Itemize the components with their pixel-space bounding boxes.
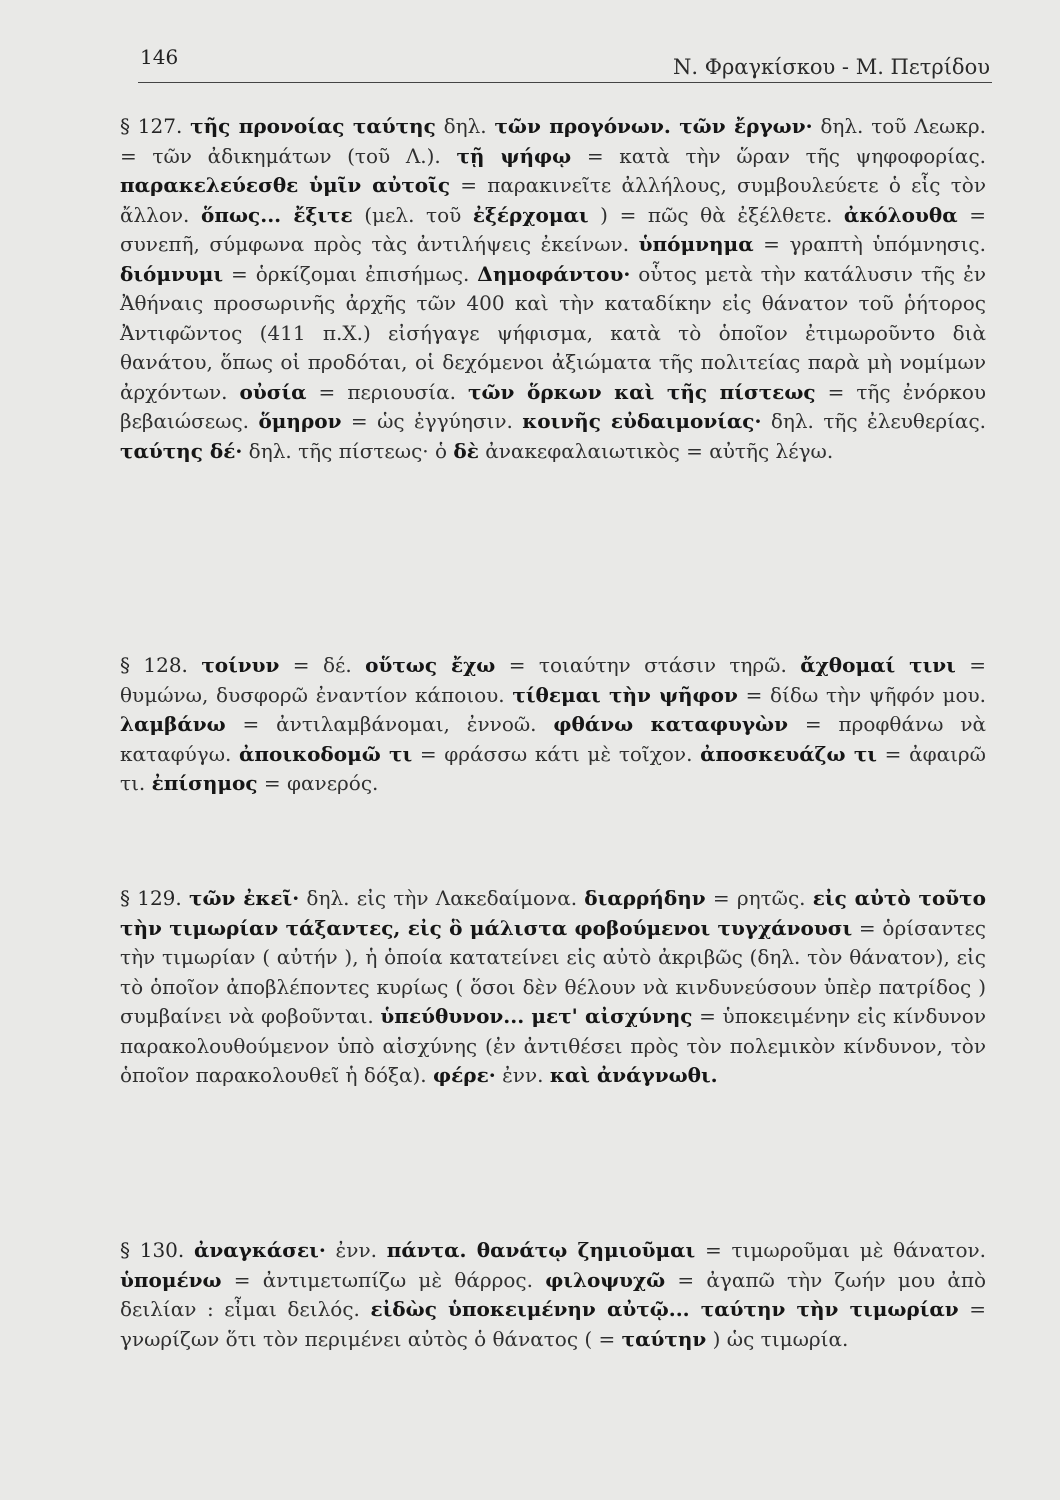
gloss-text: ἀνακεφαλαιωτικὸς = αὐτῆς λέγω. xyxy=(478,438,834,463)
lemma-term: ἀκόλουθα xyxy=(843,202,958,227)
lemma-term: ὑπόμνημα xyxy=(638,232,754,256)
lemma-term: ἐξέρχομαι xyxy=(472,202,589,227)
gloss-text: ἐνν. xyxy=(495,1063,550,1087)
gloss-text: δηλ. εἰς τὴν Λακεδαίμονα. xyxy=(299,886,585,910)
gloss-text: = τῆς ἐνόρκου βεβαιώσεως. xyxy=(120,379,987,433)
lemma-term: τῆς προνοίας ταύτης xyxy=(190,114,436,138)
lemma-term: οὐσία xyxy=(239,379,307,404)
lemma-term: ἀποικοδομῶ τι xyxy=(239,741,413,766)
gloss-text: οὗτος μετὰ τὴν κατάλυσιν τῆς ἐν Ἀθήναις προσωρινῆς ἀρχῆς τῶν 400 καὶ τὴν καταδίκην εἰς θάνατον τοῦ ῥήτορος Ἀντιφῶντος (411 π.Χ.) εἰσήγαγε ψήφισμα, κατὰ τὸ ὁποῖον ἐτιμωροῦντο διὰ θανάτου, ὅπως οἱ προδόται, οἱ δεχόμενοι ἀξιώματα τῆς πολιτείας παρὰ μὴ νομίμων ἀρχόντων. xyxy=(120,261,986,404)
gloss-text: (μελ. τοῦ xyxy=(352,202,473,227)
gloss-text: = ἀφαιρῶ τι. xyxy=(120,741,986,795)
gloss-text: ) = πῶς θὰ ἐξέλθετε. xyxy=(588,202,844,227)
gloss-text: = ὡς ἐγγύησιν. xyxy=(341,409,523,433)
paragraph-130 xyxy=(120,1236,986,1354)
lemma-term: ὅπως... ἔξιτε xyxy=(201,202,353,227)
section-marker: § 129. xyxy=(120,886,190,910)
gloss-text: = φανερός. xyxy=(257,771,379,795)
lemma-term: ὅμηρον xyxy=(258,409,342,433)
paragraph-128 xyxy=(120,651,986,799)
gloss-text: = κατὰ τὴν ὥραν τῆς ψηφοφορίας. xyxy=(571,143,986,168)
lemma-term: παρακελεύεσθε ὑμῖν αὐτοῖς xyxy=(120,173,451,197)
lemma-term: φιλοψυχῶ xyxy=(545,1267,666,1292)
lemma-term: ταύτης δέ· xyxy=(120,438,243,463)
lemma-term: διόμνυμι xyxy=(120,261,224,286)
paragraph-127 xyxy=(120,112,986,466)
lemma-term: κοινῆς εὐδαιμονίας· xyxy=(522,409,762,433)
lemma-term: πάντα. θανάτῳ ζημιοῦμαι xyxy=(386,1238,696,1262)
gloss-text: δηλ. τοῦ Λεωκρ. = τῶν ἀδικημάτων (τοῦ Λ.). xyxy=(120,114,987,168)
gloss-text: = θυμώνω, δυσφορῶ ἐναντίον κάποιου. xyxy=(120,653,986,707)
gloss-text: = ἀγαπῶ τὴν ζωήν μου ἀπὸ δειλίαν : εἶμαι δειλός. xyxy=(120,1267,987,1321)
lemma-term: οὕτως ἔχω xyxy=(365,653,496,677)
lemma-term: Δημοφάντου· xyxy=(477,261,631,286)
gloss-text: = δέ. xyxy=(279,653,366,677)
gloss-text: δηλ. τῆς πίστεως· ὁ xyxy=(242,438,454,463)
gloss-text: = ἀντιλαμβάνομαι, ἐννοῶ. xyxy=(225,712,554,736)
lemma-term: ταύτην xyxy=(621,1326,707,1351)
lemma-term: ὑπεύθυνον... μετ' αἰσχύνης xyxy=(380,1004,693,1028)
gloss-text: = τοιαύτην στάσιν τηρῶ. xyxy=(495,653,801,677)
lemma-term: τῇ ψήφῳ xyxy=(456,143,572,168)
gloss-text: = ρητῶς. xyxy=(705,886,813,910)
lemma-term: τοίνυν xyxy=(201,653,280,677)
gloss-text: = γνωρίζων ὅτι τὸν περιμένει αὐτὸς ὁ θάνατος ( = xyxy=(120,1297,986,1351)
lemma-term: τῶν ἐκεῖ· xyxy=(189,886,300,910)
gloss-text: ) ὡς τιμωρία. xyxy=(706,1326,849,1351)
section-marker: § 128. xyxy=(120,653,202,677)
gloss-text: = παρακινεῖτε ἀλλήλους, συμβουλεύετε ὁ εἷς τὸν ἄλλον. xyxy=(120,173,987,227)
gloss-text: = ὑποκειμένην εἰς κίνδυνον παρακολουθούμενον ὑπὸ αἰσχύνης (ἐν ἀντιθέσει πρὸς τὸν πολεμικὸν κίνδυνον, τὸν ὁποῖον παρακολουθεῖ ἡ δόξα). xyxy=(120,1004,986,1087)
gloss-text: = ὁρίσαντες τὴν τιμωρίαν ( αὐτήν ), ἡ ὁποία κατατείνει εἰς αὐτὸ ἀκριβῶς (δηλ. τὸν θάνατον), εἰς τὸ ὁποῖον ἀποβλέποντες κυρίως ( ὅσοι δὲν θέλουν νὰ κινδυνεύσουν ὑπὲρ πατρίδος ) συμβαίνει νὰ φοβοῦνται. xyxy=(120,915,987,1028)
lemma-term: τίθεμαι τὴν ψῆφον xyxy=(512,682,738,707)
gloss-text: = φράσσω κάτι μὲ τοῖχον. xyxy=(412,741,701,766)
lemma-term: τῶν προγόνων. τῶν ἔργων· xyxy=(494,114,813,138)
lemma-term: τῶν ὅρκων καὶ τῆς πίστεως xyxy=(468,379,816,404)
lemma-term: διαρρήδην xyxy=(584,886,706,910)
gloss-text: δηλ. τῆς ἐλευθερίας. xyxy=(761,409,986,433)
running-header-authors: Ν. Φραγκίσκου - Μ. Πετρίδου xyxy=(673,55,990,79)
section-marker: § 130. xyxy=(120,1238,195,1262)
lemma-term: λαμβάνω xyxy=(120,712,226,736)
lemma-term: ἐπίσημος xyxy=(151,771,258,795)
header-rule xyxy=(138,82,992,83)
lemma-term: ἄχθομαί τινι xyxy=(800,653,956,677)
gloss-text: = ἀντιμετωπίζω μὲ θάρρος. xyxy=(221,1267,546,1292)
lemma-term: δὲ xyxy=(453,438,479,463)
lemma-term: ἀποσκευάζω τι xyxy=(700,741,877,766)
gloss-text: = δίδω τὴν ψῆφόν μου. xyxy=(737,682,986,707)
lemma-term: καὶ ἀνάγνωθι. xyxy=(549,1063,718,1087)
lemma-term: ὑπομένω xyxy=(120,1267,222,1292)
paragraph-129 xyxy=(120,884,986,1091)
gloss-text: = συνεπῆ, σύμφωνα πρὸς τὰς ἀντιλήψεις ἐκείνων. xyxy=(120,202,986,256)
gloss-text: = γραπτὴ ὑπόμνησις. xyxy=(753,232,986,256)
lemma-term: ἀναγκάσει· xyxy=(194,1238,326,1262)
gloss-text: ἐνν. xyxy=(325,1238,387,1262)
page-number: 146 xyxy=(140,45,179,69)
lemma-term: φθάνω καταφυγὼν xyxy=(553,712,788,736)
lemma-term: εἰδὼς ὑποκειμένην αὐτῷ... ταύτην τὴν τιμωρίαν xyxy=(370,1297,959,1321)
lemma-term: φέρε· xyxy=(433,1063,496,1087)
gloss-text: = περιουσία. xyxy=(306,379,469,404)
gloss-text: = προφθάνω νὰ καταφύγω. xyxy=(120,712,986,766)
gloss-text: δηλ. xyxy=(435,114,495,138)
lemma-term: εἰς αὐτὸ τοῦτο τὴν τιμωρίαν τάξαντες, εἰς ὃ μάλιστα φοβούμενοι τυγχάνουσι xyxy=(120,886,986,940)
gloss-text: = τιμωροῦμαι μὲ θάνατον. xyxy=(695,1238,987,1262)
gloss-text: = ὁρκίζομαι ἐπισήμως. xyxy=(223,261,478,286)
section-marker: § 127. xyxy=(120,114,191,138)
